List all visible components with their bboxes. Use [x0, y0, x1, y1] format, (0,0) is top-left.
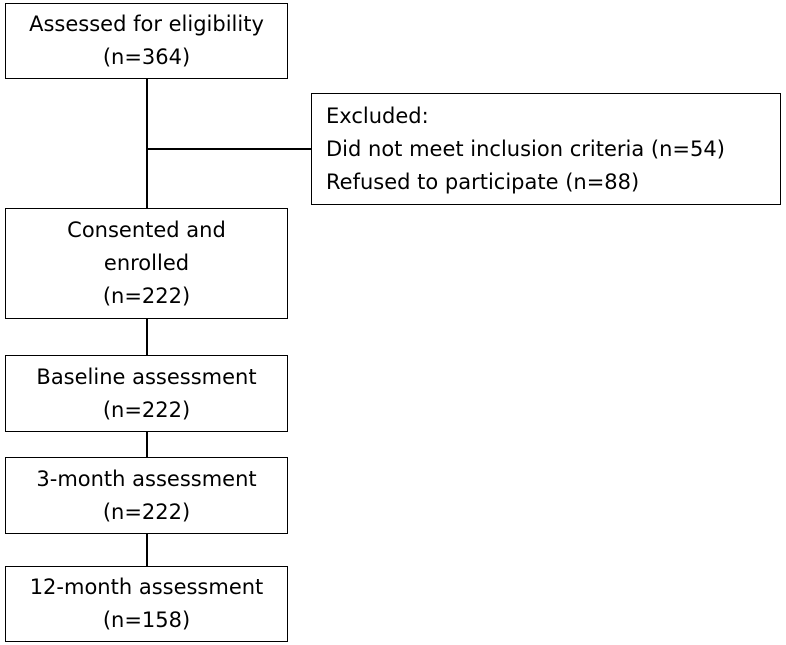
assessed-count: (n=364)	[102, 45, 191, 69]
consented-label-line1: Consented and	[67, 218, 226, 242]
connector-to-excluded	[146, 148, 312, 150]
three-month-count: (n=222)	[102, 499, 191, 524]
excluded-reason-criteria: Did not meet inclusion criteria (n=54)	[326, 136, 725, 161]
connector-consented-to-baseline	[146, 318, 148, 356]
excluded-reason-refused: Refused to participate (n=88)	[326, 169, 640, 194]
assessed-for-eligibility-box	[5, 3, 288, 79]
baseline-count: (n=222)	[102, 397, 191, 422]
excluded-box	[311, 93, 781, 205]
consented-count: (n=222)	[102, 284, 191, 308]
consented-label-line2: enrolled	[103, 251, 190, 275]
assessed-label: Assessed for eligibility	[29, 12, 264, 36]
twelve-month-count: (n=158)	[102, 608, 191, 632]
excluded-title: Excluded:	[326, 103, 429, 128]
connector-assessed-to-consented	[146, 78, 148, 208]
connector-3month-to-12month	[146, 533, 148, 567]
baseline-label: Baseline assessment	[36, 364, 257, 389]
connector-baseline-to-3month	[146, 431, 148, 457]
three-month-assessment-box	[5, 457, 288, 534]
consented-enrolled-box	[5, 208, 288, 319]
twelve-month-label: 12-month assessment	[29, 575, 264, 599]
baseline-assessment-box	[5, 355, 288, 432]
twelve-month-assessment-box	[5, 566, 288, 642]
three-month-label: 3-month assessment	[36, 466, 257, 491]
